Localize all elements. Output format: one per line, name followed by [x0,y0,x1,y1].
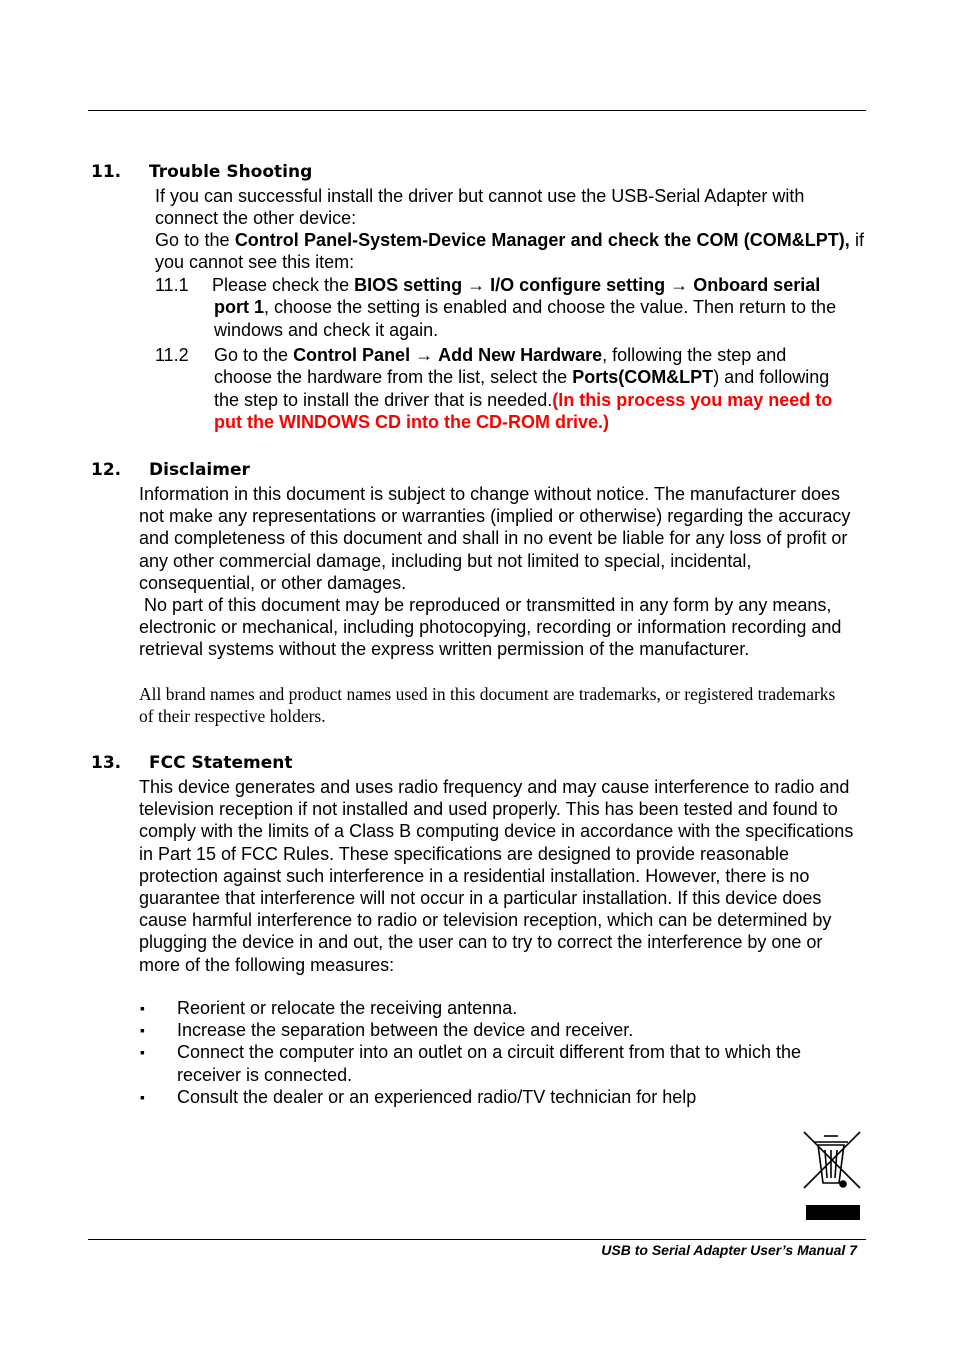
arrow-icon: → [467,275,486,295]
step-number: 11.1 [155,275,189,295]
fcc-paragraph: This device generates and uses radio frequency and may cause interference to radio and television reception if not installed and used properly. This has been tested and found to comply with the limits of a Class B computing device in accordance with the specifications in Part 15 of FCC Rules. These specifications are designed to provide reasonable protection against such interference in a residential installation. However, there is no guarantee that interference will not occur in a particular installation. If this device does cause harmful interference to radio or television reception, which can be determined by plugging the device in and out, the user can to try to correct the interference by one or more of the following measures: [139,777,854,975]
step-text: Go to the Control Panel → Add New Hardware, following the step and choose the hardware from the list, select the Ports(COM&LPT) and following the step to install the driver that is needed.(In this process you may need to put the WINDOWS CD into the CD-ROM drive.) [214,345,833,432]
arrow-icon: → [670,275,689,295]
crossed-out-wheelie-bin-icon [802,1130,864,1222]
section-heading-12 [91,460,250,480]
step-number: 11.2 [155,345,189,365]
section-heading-11 [91,162,312,182]
bullet-square-icon: ▪ [140,1088,145,1105]
page-footer: USB to Serial Adapter User’s Manual 7 [601,1242,857,1258]
section-number: 12. [91,460,122,480]
disclaimer-paragraph-2: No part of this document may be reproduced or transmitted in any form by any means, electronic or mechanical, including photocopying, recording or information recording and retrieval systems without the express written permission of the manufacturer. [139,595,847,660]
bullet-square-icon: ▪ [140,1044,145,1061]
list-item: ▪ Connect the computer into an outlet on a circuit different from that to which the receiver is connected. [140,1042,802,1085]
step-text: Please check the BIOS setting → I/O configure setting → Onboard serial port 1, choose the setting is enabled and choose the value. Then return to the windows and check it again. [212,275,837,340]
disclaimer-trademarks: All brand names and product names used in this document are trademarks, or registered trademarks of their respective holders. [139,684,836,726]
fcc-measures-list [138,997,864,1108]
header-rule [88,110,866,111]
section-number: 11. [91,162,122,182]
bullet-square-icon: ▪ [140,1000,145,1016]
trouble-goto: Go to the Control Panel-System-Device Manager and check the COM (COM&LPT), if you cannot see this item: [155,230,864,273]
cd-warning: (In this process you may need to put the WINDOWS CD into the CD-ROM drive.) [214,389,833,432]
step-11-1 [155,274,855,344]
section-number: 13. [91,753,122,773]
disclaimer-paragraph-1: Information in this document is subject to change without notice. The manufacturer does not make any representations or warranties (implied or otherwise) regarding the accuracy and completeness of this document and shall in no event be liable for any loss of profit or any other commercial damage, including but not limited to special, incidental, consequential, or other damages. [139,484,851,593]
trouble-intro: If you can successful install the driver but cannot use the USB-Serial Adapter with connect the other device: [155,186,805,229]
section-title: Trouble Shooting [149,162,313,182]
section-title: FCC Statement [149,753,293,773]
list-item: ▪ Increase the separation between the device and receiver. [140,1020,634,1041]
bullet-square-icon: ▪ [140,1022,145,1039]
list-item: ▪ Consult the dealer or an experienced radio/TV technician for help [140,1086,697,1107]
section-heading-13 [91,753,292,773]
arrow-icon: → [415,345,434,365]
step-11-2 [155,344,855,436]
section-title: Disclaimer [149,460,250,480]
list-item: ▪ Reorient or relocate the receiving antenna. [140,998,518,1018]
